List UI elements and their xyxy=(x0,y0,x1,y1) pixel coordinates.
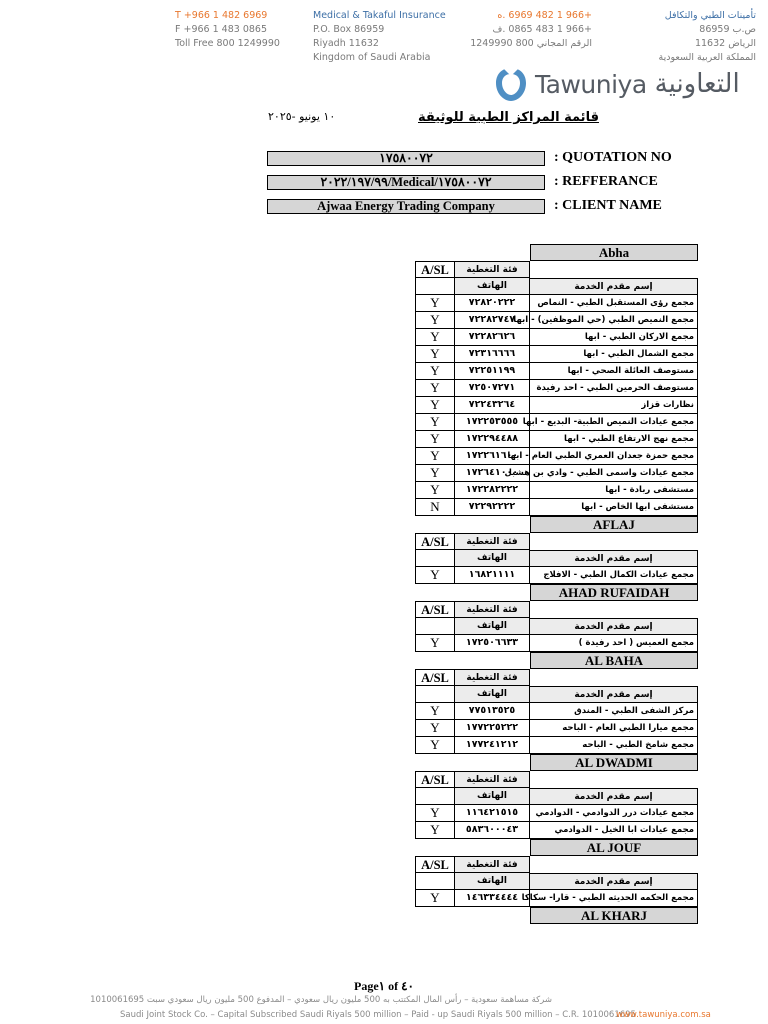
city-heading: AL JOUF xyxy=(530,839,698,856)
provider-name-cell: مجمع ميارا الطبي العام - الباحه xyxy=(530,720,698,737)
table-header-row xyxy=(415,856,698,873)
asl-cell: Y xyxy=(415,737,455,754)
document-date: ١٠ يونيو -٢٠٢٥ xyxy=(268,110,336,123)
phone-cell: ٧٧٥١٣٥٢٥ xyxy=(455,703,530,720)
table-row xyxy=(415,567,698,584)
asl-header: A/SL xyxy=(415,601,455,618)
phone-header: الهاتف xyxy=(455,550,530,567)
provider-header: إسم مقدم الخدمة xyxy=(530,550,698,567)
footer-arabic: شركة مساهمة سعودية – رأس المال المكتتب به 500 مليون ريال سعودي – المدفوع 500 مليون ريال سعودي سبت 1010061695 xyxy=(90,995,552,1005)
asl-cell: Y xyxy=(415,431,455,448)
header-blank-cell xyxy=(530,856,698,873)
phone-cell: ٧٢٢٩٢٢٢٢ xyxy=(455,499,530,516)
asl-header: A/SL xyxy=(415,669,455,686)
asl-cell: Y xyxy=(415,414,455,431)
phone-line: T +966 1 482 6969 xyxy=(175,10,268,21)
provider-name-cell: مجمع عيادات الكمال الطبي - الافلاج xyxy=(530,567,698,584)
provider-header: إسم مقدم الخدمة xyxy=(530,278,698,295)
table-row xyxy=(415,380,698,397)
asl-cell: Y xyxy=(415,482,455,499)
po-box-line: P.O. Box 86959 xyxy=(313,24,385,35)
city-heading: AHAD RUFAIDAH xyxy=(530,584,698,601)
client-name-label: : CLIENT NAME xyxy=(554,198,662,213)
reference-value: ٢٠٢٢/١٩٧/٩٩/Medical/١٧٥٨٠٠٧٢ xyxy=(267,175,545,190)
table-subheader-row xyxy=(415,550,698,567)
phone-cell: ١٧٢٢٥٣٥٥٥ xyxy=(455,414,530,431)
asl-cell: Y xyxy=(415,346,455,363)
phone-cell: ١٧٢٦٤١٠٠٠ xyxy=(455,465,530,482)
tawuniya-logo xyxy=(493,64,740,104)
provider-name-cell: مجمع نهج الارتفاع الطبي - ابها xyxy=(530,431,698,448)
coverage-header: فئة التغطية xyxy=(455,856,530,873)
coverage-header: فئة التغطية xyxy=(455,601,530,618)
asl-cell: Y xyxy=(415,465,455,482)
asl-header: A/SL xyxy=(415,533,455,550)
phone-cell: ٥٨٣٦٠٠٠٤٣ xyxy=(455,822,530,839)
phone-cell: ٧٢٢٨٢٧٤٧ xyxy=(455,312,530,329)
city-row xyxy=(415,907,698,924)
asl-subheader-cell xyxy=(415,873,455,890)
provider-name-cell: مجمع رؤى المستقبل الطبي - النماص xyxy=(530,295,698,312)
fax-line: F +966 1 483 0865 xyxy=(175,24,267,35)
asl-subheader-cell xyxy=(415,278,455,295)
asl-cell: Y xyxy=(415,720,455,737)
toll-free-line: Toll Free 800 1249990 xyxy=(175,38,280,49)
footer-website-link[interactable]: www.tawuniya.com.sa xyxy=(616,1010,711,1020)
provider-name-cell: مجمع شامخ الطبي - الباحه xyxy=(530,737,698,754)
phone-cell: ١٧٧٢٤١٢١٢ xyxy=(455,737,530,754)
table-row xyxy=(415,448,698,465)
provider-header: إسم مقدم الخدمة xyxy=(530,618,698,635)
provider-name-cell: مستوصف الحرمين الطبي - احد رفيدة xyxy=(530,380,698,397)
phone-cell: ٧٢٨٢٠٢٢٢ xyxy=(455,295,530,312)
logo-text-en: Tawuniya xyxy=(535,69,647,99)
asl-cell: Y xyxy=(415,635,455,652)
table-subheader-row xyxy=(415,618,698,635)
phone-cell: ١٧٢٥٠٦٦٣٣ xyxy=(455,635,530,652)
phone-cell: ١٧٢٢٩٤٤٨٨ xyxy=(455,431,530,448)
phone-header: الهاتف xyxy=(455,618,530,635)
table-row xyxy=(415,465,698,482)
quotation-no-value: ١٧٥٨٠٠٧٢ xyxy=(267,151,545,166)
provider-name-cell: مجمع حمزة جعدان العمري الطبي العام - ابها xyxy=(530,448,698,465)
table-row xyxy=(415,397,698,414)
provider-name-cell: مجمع عيادات ابا الخيل - الدوادمي xyxy=(530,822,698,839)
country-line: Kingdom of Saudi Arabia xyxy=(313,52,431,63)
header-blank-cell xyxy=(530,601,698,618)
provider-header: إسم مقدم الخدمة xyxy=(530,788,698,805)
coverage-header: فئة التغطية xyxy=(455,669,530,686)
provider-name-cell: مجمع عيادات واسمى الطبي - وادي بن هشبل xyxy=(530,465,698,482)
provider-header: إسم مقدم الخدمة xyxy=(530,873,698,890)
city-heading: AL BAHA xyxy=(530,652,698,669)
table-row xyxy=(415,363,698,380)
table-row xyxy=(415,890,698,907)
table-row xyxy=(415,822,698,839)
phone-header: الهاتف xyxy=(455,873,530,890)
company-line-ar: تأمينات الطبي والتكافل xyxy=(664,10,756,21)
table-header-row xyxy=(415,601,698,618)
company-line: Medical & Takaful Insurance xyxy=(313,10,446,21)
asl-cell: Y xyxy=(415,567,455,584)
asl-subheader-cell xyxy=(415,550,455,567)
asl-cell: Y xyxy=(415,312,455,329)
city-row xyxy=(415,584,698,601)
asl-cell: Y xyxy=(415,822,455,839)
table-row xyxy=(415,329,698,346)
table-row xyxy=(415,312,698,329)
toll-free-line-ar: الرقم المجاني 800 1249990 xyxy=(470,38,592,49)
coverage-header: فئة التغطية xyxy=(455,261,530,278)
asl-cell: Y xyxy=(415,805,455,822)
asl-cell: Y xyxy=(415,890,455,907)
client-name-value: Ajwaa Energy Trading Company xyxy=(267,199,545,214)
table-subheader-row xyxy=(415,788,698,805)
city-row xyxy=(415,516,698,533)
provider-header: إسم مقدم الخدمة xyxy=(530,686,698,703)
asl-cell: Y xyxy=(415,380,455,397)
table-row xyxy=(415,346,698,363)
asl-header: A/SL xyxy=(415,261,455,278)
asl-cell: Y xyxy=(415,363,455,380)
po-box-line-ar: ص.ب 86959 xyxy=(699,24,756,35)
provider-name-cell: مستوصف العائلة الصحي - ابها xyxy=(530,363,698,380)
table-row xyxy=(415,499,698,516)
table-row xyxy=(415,703,698,720)
city-row xyxy=(415,244,698,261)
fax-line-ar: +966 1 483 0865 .ف xyxy=(492,24,592,35)
provider-name-cell: مجمع العميس ( احد رفيدة ) xyxy=(530,635,698,652)
tawuniya-logo-icon xyxy=(493,64,529,104)
asl-subheader-cell xyxy=(415,686,455,703)
provider-name-cell: مجمع الحكمه الحديثه الطبي - قارا- سكاكا xyxy=(530,890,698,907)
table-row xyxy=(415,805,698,822)
contact-ar xyxy=(470,9,592,51)
phone-cell: ٧٢٢٥١١٩٩ xyxy=(455,363,530,380)
table-row xyxy=(415,737,698,754)
phone-cell: ١٧٢٢٦١٦٠٠ xyxy=(455,448,530,465)
phone-cell: ١٦٨٢١١١١ xyxy=(455,567,530,584)
header-blank-cell xyxy=(530,771,698,788)
logo-text-ar: التعاونية xyxy=(654,69,740,99)
city-heading: AFLAJ xyxy=(530,516,698,533)
phone-cell: ١٧٧٢٢٥٢٢٢ xyxy=(455,720,530,737)
asl-cell: Y xyxy=(415,703,455,720)
phone-cell: ١١٦٤٢١٥١٥ xyxy=(455,805,530,822)
city-row xyxy=(415,839,698,856)
phone-cell: ٧٢٥٠٧٢٧١ xyxy=(455,380,530,397)
city-row xyxy=(415,754,698,771)
city-heading: Abha xyxy=(530,244,698,261)
phone-cell: ٧٢٢٨٢٦٢٦ xyxy=(455,329,530,346)
phone-cell: ١٧٢٢٨٢٢٢٢ xyxy=(455,482,530,499)
asl-cell: Y xyxy=(415,397,455,414)
document-title: قائمة المراكز الطبية للوثيقة xyxy=(418,110,599,125)
header-blank-cell xyxy=(530,669,698,686)
table-subheader-row xyxy=(415,873,698,890)
asl-header: A/SL xyxy=(415,771,455,788)
table-header-row xyxy=(415,771,698,788)
provider-name-cell: مجمع النميص الطبي (حي الموظفين) - ابها xyxy=(530,312,698,329)
city-heading: AL DWADMI xyxy=(530,754,698,771)
provider-name-cell: مستشفى ابها الخاص - ابها xyxy=(530,499,698,516)
provider-name-cell: نظارات قزاز xyxy=(530,397,698,414)
city-row xyxy=(415,652,698,669)
city-line-ar: الرياض 11632 xyxy=(694,38,756,49)
provider-name-cell: مستشفى ربادة - ابها xyxy=(530,482,698,499)
phone-header: الهاتف xyxy=(455,686,530,703)
provider-name-cell: مجمع الشمال الطبي - ابها xyxy=(530,346,698,363)
table-subheader-row xyxy=(415,686,698,703)
provider-name-cell: مجمع عيادات النميص الطبية- البديع - ابها xyxy=(530,414,698,431)
city-line: Riyadh 11632 xyxy=(313,38,379,49)
footer-english: Saudi Joint Stock Co. – Capital Subscribed Saudi Riyals 500 million – Paid - up Saudi Riyals 500 million – C.R. 1010061695 xyxy=(120,1010,636,1020)
table-row xyxy=(415,482,698,499)
phone-cell: ١٤٦٣٣٤٤٤٤ xyxy=(455,890,530,907)
table-row xyxy=(415,635,698,652)
provider-name-cell: مركز الشفى الطبي - المندق xyxy=(530,703,698,720)
table-row xyxy=(415,295,698,312)
table-header-row xyxy=(415,261,698,278)
asl-cell: Y xyxy=(415,295,455,312)
asl-cell: N xyxy=(415,499,455,516)
phone-cell: ٧٢٣١٦٦٦٦ xyxy=(455,346,530,363)
table-subheader-row xyxy=(415,278,698,295)
phone-header: الهاتف xyxy=(455,788,530,805)
coverage-header: فئة التغطية xyxy=(455,533,530,550)
address-en xyxy=(313,9,446,65)
page-number: Page١ of ٤٠ xyxy=(354,979,414,993)
provider-name-cell: مجمع عيادات درر الدوادمي - الدوادمي xyxy=(530,805,698,822)
table-row xyxy=(415,431,698,448)
asl-subheader-cell xyxy=(415,788,455,805)
table-row xyxy=(415,720,698,737)
asl-header: A/SL xyxy=(415,856,455,873)
provider-tables xyxy=(415,244,698,924)
header-blank-cell xyxy=(530,533,698,550)
phone-header: الهاتف xyxy=(455,278,530,295)
table-header-row xyxy=(415,669,698,686)
phone-cell: ٧٢٢٤٣٢٦٤ xyxy=(455,397,530,414)
table-row xyxy=(415,414,698,431)
header-blank-cell xyxy=(530,261,698,278)
table-header-row xyxy=(415,533,698,550)
asl-subheader-cell xyxy=(415,618,455,635)
asl-cell: Y xyxy=(415,329,455,346)
quotation-no-label: : QUOTATION NO xyxy=(554,150,672,165)
asl-cell: Y xyxy=(415,448,455,465)
phone-line-ar: +966 1 482 6969 .ه xyxy=(497,10,592,21)
address-ar xyxy=(616,9,756,65)
coverage-header: فئة التغطية xyxy=(455,771,530,788)
reference-label: : REFFERANCE xyxy=(554,174,658,189)
provider-name-cell: مجمع الاركان الطبي - ابها xyxy=(530,329,698,346)
contact-en xyxy=(175,9,280,51)
city-heading: AL KHARJ xyxy=(530,907,698,924)
country-line-ar: المملكة العربية السعودية xyxy=(658,52,756,63)
